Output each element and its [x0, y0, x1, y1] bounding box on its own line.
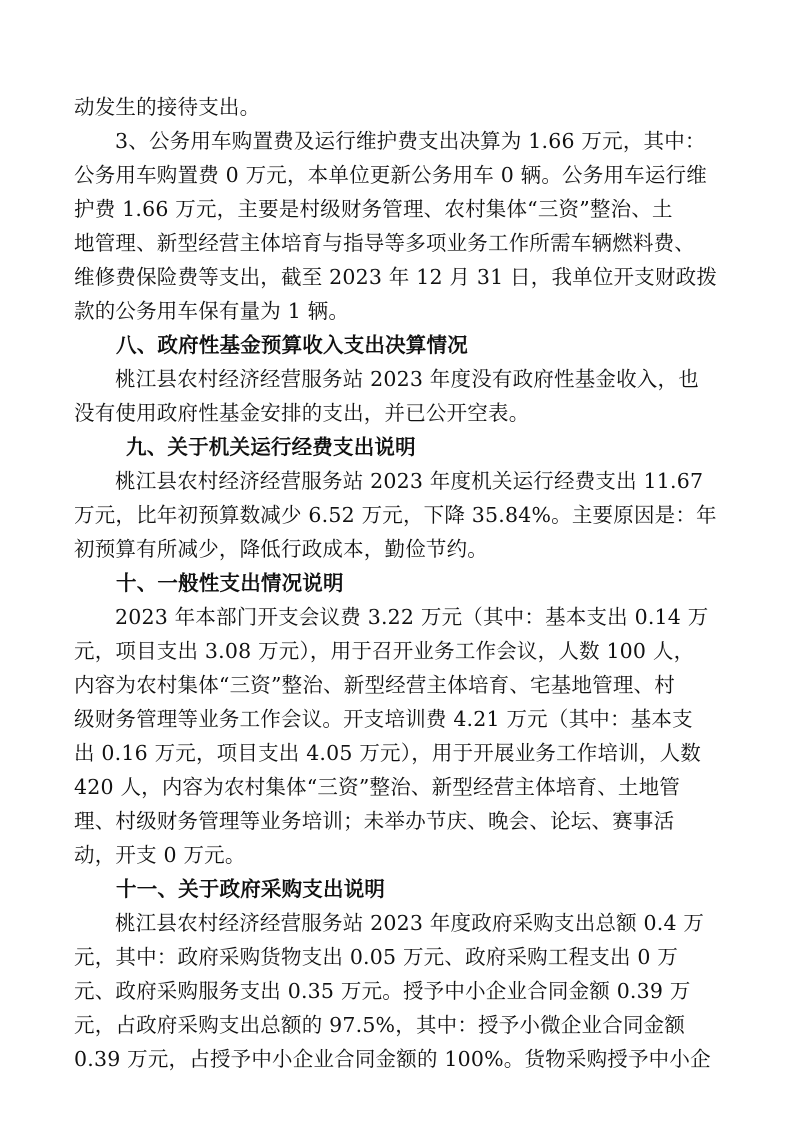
body-line: 没有使用政府性基金安排的支出，并已公开空表。	[74, 401, 530, 425]
body-line: 万元，比年初预算数减少 6.52 万元，下降 35.84%。主要原因是：年	[74, 503, 717, 527]
body-line: 公务用车购置费 0 万元，本单位更新公务用车 0 辆。公务用车运行维	[74, 163, 707, 187]
body-line: 初预算有所减少，降低行政成本，勤俭节约。	[74, 537, 488, 561]
body-line: 元，占政府采购支出总额的 97.5%，其中：授予小微企业合同金额	[74, 1013, 686, 1037]
section-heading: 十、一般性支出情况说明	[116, 571, 344, 595]
body-line: 元，其中：政府采购货物支出 0.05 万元、政府采购工程支出 0 万	[74, 945, 679, 969]
paragraph-first-line: 桃江县农村经济经营服务站 2023 年度没有政府性基金收入，也	[115, 367, 699, 391]
body-line: 维修费保险费等支出，截至 2023 年 12 月 31 日，我单位开支财政拨	[74, 265, 718, 289]
section-heading: 九、关于机关运行经费支出说明	[126, 435, 416, 459]
paragraph-first-line: 桃江县农村经济经营服务站 2023 年度政府采购支出总额 0.4 万	[115, 911, 705, 935]
paragraph-first-line: 2023 年本部门开支会议费 3.22 万元（其中：基本支出 0.14 万	[115, 605, 709, 629]
body-line: 动发生的接待支出。	[74, 95, 261, 119]
body-line: 理、村级财务管理等业务培训；未举办节庆、晚会、论坛、赛事活	[74, 809, 675, 833]
body-line: 元，项目支出 3.08 万元），用于召开业务工作会议，人数 100 人，	[74, 639, 695, 663]
section-heading: 十一、关于政府采购支出说明	[116, 877, 386, 901]
body-line: 420 人，内容为农村集体“三资”整治、新型经营主体培育、土地管	[74, 775, 681, 799]
body-line: 护费 1.66 万元，主要是村级财务管理、农村集体“三资”整治、土	[74, 197, 673, 221]
paragraph-first-line: 3、公务用车购置费及运行维护费支出决算为 1.66 万元，其中：	[115, 129, 706, 153]
body-line: 出 0.16 万元，项目支出 4.05 万元），用于开展业务工作培训，人数	[74, 741, 702, 765]
section-heading: 八、政府性基金预算收入支出决算情况	[116, 333, 468, 357]
document-body	[74, 90, 722, 1076]
body-line: 款的公务用车保有量为 1 辆。	[74, 299, 350, 323]
body-line: 内容为农村集体“三资”整治、新型经营主体培育、宅基地管理、村	[74, 673, 675, 697]
body-line: 地管理、新型经营主体培育与指导等多项业务工作所需车辆燃料费、	[74, 231, 695, 255]
body-line: 动，开支 0 万元。	[74, 843, 246, 867]
body-line: 元、政府采购服务支出 0.35 万元。授予中小企业合同金额 0.39 万	[74, 979, 691, 1003]
paragraph-first-line: 桃江县农村经济经营服务站 2023 年度机关运行经费支出 11.67	[115, 469, 704, 493]
body-line: 级财务管理等业务工作会议。开支培训费 4.21 万元（其中：基本支	[74, 707, 693, 731]
body-line: 0.39 万元，占授予中小企业合同金额的 100%。货物采购授予中小企	[74, 1047, 711, 1071]
